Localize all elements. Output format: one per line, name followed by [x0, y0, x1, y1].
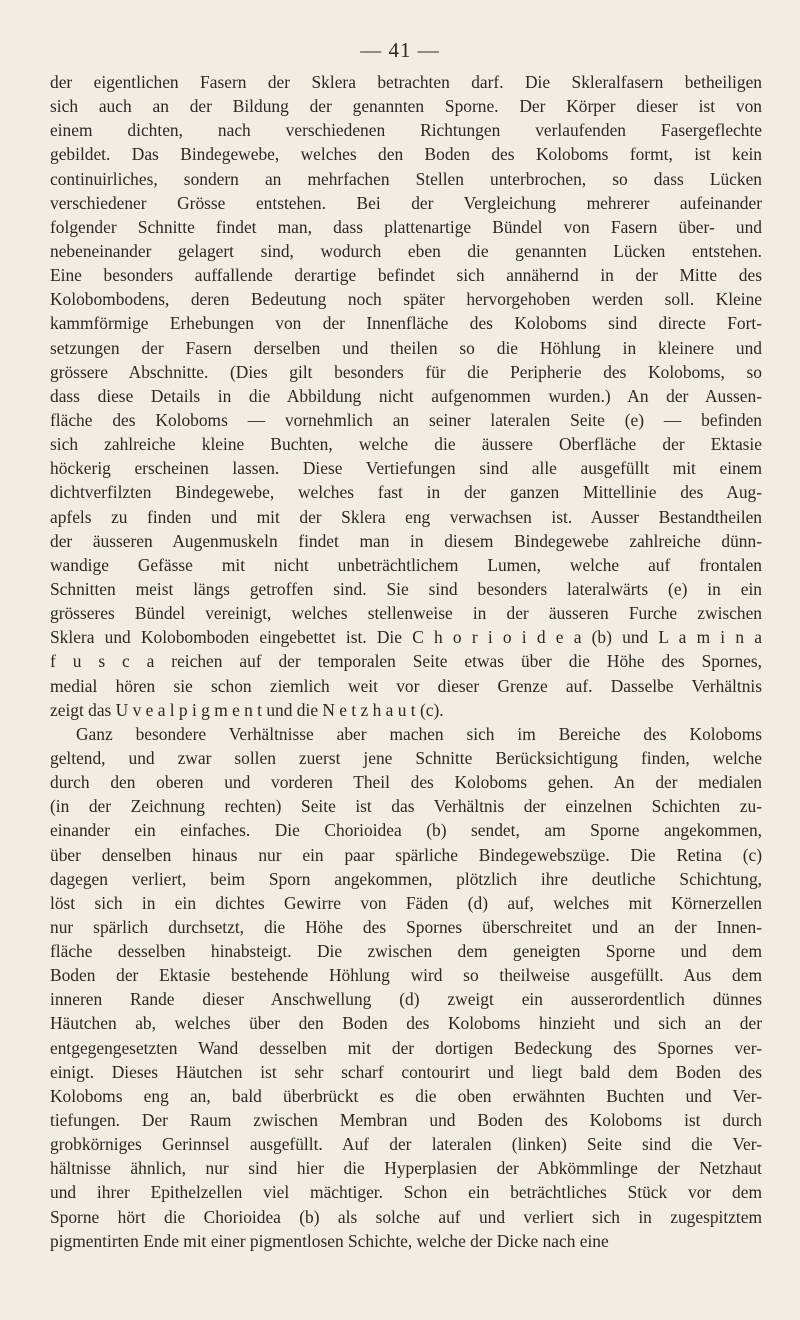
text-line: höckerig erscheinen lassen. Diese Vertiefungen sind alle ausgefüllt mit einem [50, 458, 762, 479]
text-line: dichtverfilzten Bindegewebe, welches fast in der ganzen Mittellinie des Aug- [50, 482, 762, 503]
text-line: Koloboms eng an, bald überbrückt es die oben erwähnten Buchten und Ver- [50, 1085, 762, 1106]
text-line: hältnisse ähnlich, nur sind hier die Hyperplasien der Abkömmlinge der Netzhaut [50, 1158, 762, 1179]
text-line: Kolobombodens, deren Bedeutung noch später hervorgehoben werden soll. Kleine [50, 289, 762, 310]
text-line: dass diese Details in die Abbildung nicht aufgenommen wurden.) An der Aussen- [50, 385, 762, 406]
text-line: Sporne hört die Chorioidea (b) als solche auf und verliert sich in zugespitztem [50, 1206, 762, 1227]
text-line: der eigentlichen Fasern der Sklera betrachten darf. Die Skleralfasern betheiligen [50, 72, 762, 92]
text-line: folgender Schnitte findet man, dass plattenartige Bündel von Fasern über- und [50, 216, 762, 237]
text-line: einigt. Dieses Häutchen ist sehr scharf contourirt und liegt bald dem Boden des [50, 1061, 762, 1082]
text-line: medial hören sie schon ziemlich weit vor dieser Grenze auf. Dasselbe Verhältnis [50, 675, 762, 696]
text-line: nebeneinander gelagert sind, wodurch eben die genannten Lücken entstehen. [50, 240, 762, 261]
text-line: Eine besonders auffallende derartige befindet sich annähernd in der Mitte des [50, 265, 762, 286]
text-line: Sklera und Kolobomboden eingebettet ist. Die C h o r i o i d e a (b) und L a m i n a [50, 627, 762, 648]
text-line: (in der Zeichnung rechten) Seite ist das Verhältnis der einzelnen Schichten zu- [50, 796, 762, 817]
text-line: apfels zu finden und mit der Sklera eng verwachsen ist. Ausser Bestandtheilen [50, 506, 762, 527]
text-line: Häutchen ab, welches über den Boden des Koloboms hinzieht und sich an der [50, 1013, 762, 1034]
text-line: pigmentirten Ende mit einer pigmentlosen Schichte, welche der Dicke nach eine [50, 1230, 609, 1251]
text-line: gebildet. Das Bindegewebe, welches den Boden des Koloboms formt, ist kein [50, 144, 762, 165]
paragraph-1 [50, 70, 762, 722]
text-line: über denselben hinaus nur ein paar spärliche Bindegewebszüge. Die Retina (c) [50, 844, 762, 865]
text-line: f u s c a reichen auf der temporalen Seite etwas über die Höhe des Spornes, [50, 651, 762, 672]
text-line: nur spärlich durchsetzt, die Höhe des Spornes überschreitet und an der Innen- [50, 916, 762, 937]
text-line: grössere Abschnitte. (Dies gilt besonders für die Peripherie des Koloboms, so [50, 361, 762, 382]
text-line: entgegengesetzten Wand desselben mit der dortigen Bedeckung des Spornes ver- [50, 1037, 762, 1058]
text-line: einander ein einfaches. Die Chorioidea (b) sendet, am Sporne angekommen, [50, 820, 762, 841]
paragraph-2 [50, 722, 762, 1253]
text-line: grösseres Bündel vereinigt, welches stellenweise in der äusseren Furche zwischen [50, 603, 762, 624]
text-line: dagegen verliert, beim Sporn angekommen, plötzlich ihre deutliche Schichtung, [50, 868, 762, 889]
page-body [50, 70, 762, 1253]
text-line: tiefungen. Der Raum zwischen Membran und Boden des Koloboms ist durch [50, 1110, 762, 1131]
text-line: löst sich in ein dichtes Gewirre von Fäden (d) auf, welches mit Körnerzellen [50, 892, 762, 913]
text-line: setzungen der Fasern derselben und theilen so die Höhlung in kleinere und [50, 337, 762, 358]
text-line: der äusseren Augenmuskeln findet man in diesem Bindegewebe zahlreiche dünn- [50, 530, 762, 551]
text-line: wandige Gefässe mit nicht unbeträchtlichem Lumen, welche auf frontalen [50, 554, 762, 575]
text-line: kammförmige Erhebungen von der Innenfläche des Koloboms sind directe Fort- [50, 313, 762, 334]
text-line: Schnitten meist längs getroffen sind. Sie sind besonders lateralwärts (e) in ein [50, 578, 762, 599]
text-line: continuirliches, sondern an mehrfachen Stellen unterbrochen, so dass Lücken [50, 168, 762, 189]
page-number: — 41 — [360, 38, 440, 62]
text-line: fläche desselben hinabsteigt. Die zwischen dem geneigten Sporne und dem [50, 941, 762, 962]
text-line: und ihrer Epithelzellen viel mächtiger. Schon ein beträchtliches Stück vor dem [50, 1182, 762, 1203]
text-line: inneren Rande dieser Anschwellung (d) zweigt ein ausserordentlich dünnes [50, 989, 762, 1010]
text-line: sich auch an der Bildung der genannten Sporne. Der Körper dieser ist von [50, 96, 762, 117]
text-line: verschiedener Grösse entstehen. Bei der Vergleichung mehrerer aufeinander [50, 192, 762, 213]
text-line: geltend, und zwar sollen zuerst jene Schnitte Berücksichtigung finden, welche [50, 747, 762, 768]
text-line: zeigt das U v e a l p i g m e n t und die N e t z h a u t (c). [50, 699, 444, 720]
text-line: sich zahlreiche kleine Buchten, welche die äussere Oberfläche der Ektasie [50, 434, 762, 455]
text-line: Ganz besondere Verhältnisse aber machen sich im Bereiche des Koloboms [76, 723, 762, 744]
text-line: einem dichten, nach verschiedenen Richtungen verlaufenden Fasergeflechte [50, 120, 762, 141]
text-line: fläche des Koloboms — vornehmlich an seiner lateralen Seite (e) — befinden [50, 409, 762, 430]
text-line: Boden der Ektasie bestehende Höhlung wird so theilweise ausgefüllt. Aus dem [50, 965, 762, 986]
text-line: grobkörniges Gerinnsel ausgefüllt. Auf der lateralen (linken) Seite sind die Ver- [50, 1134, 762, 1155]
text-line: durch den oberen und vorderen Theil des Koloboms gehen. An der medialen [50, 772, 762, 793]
